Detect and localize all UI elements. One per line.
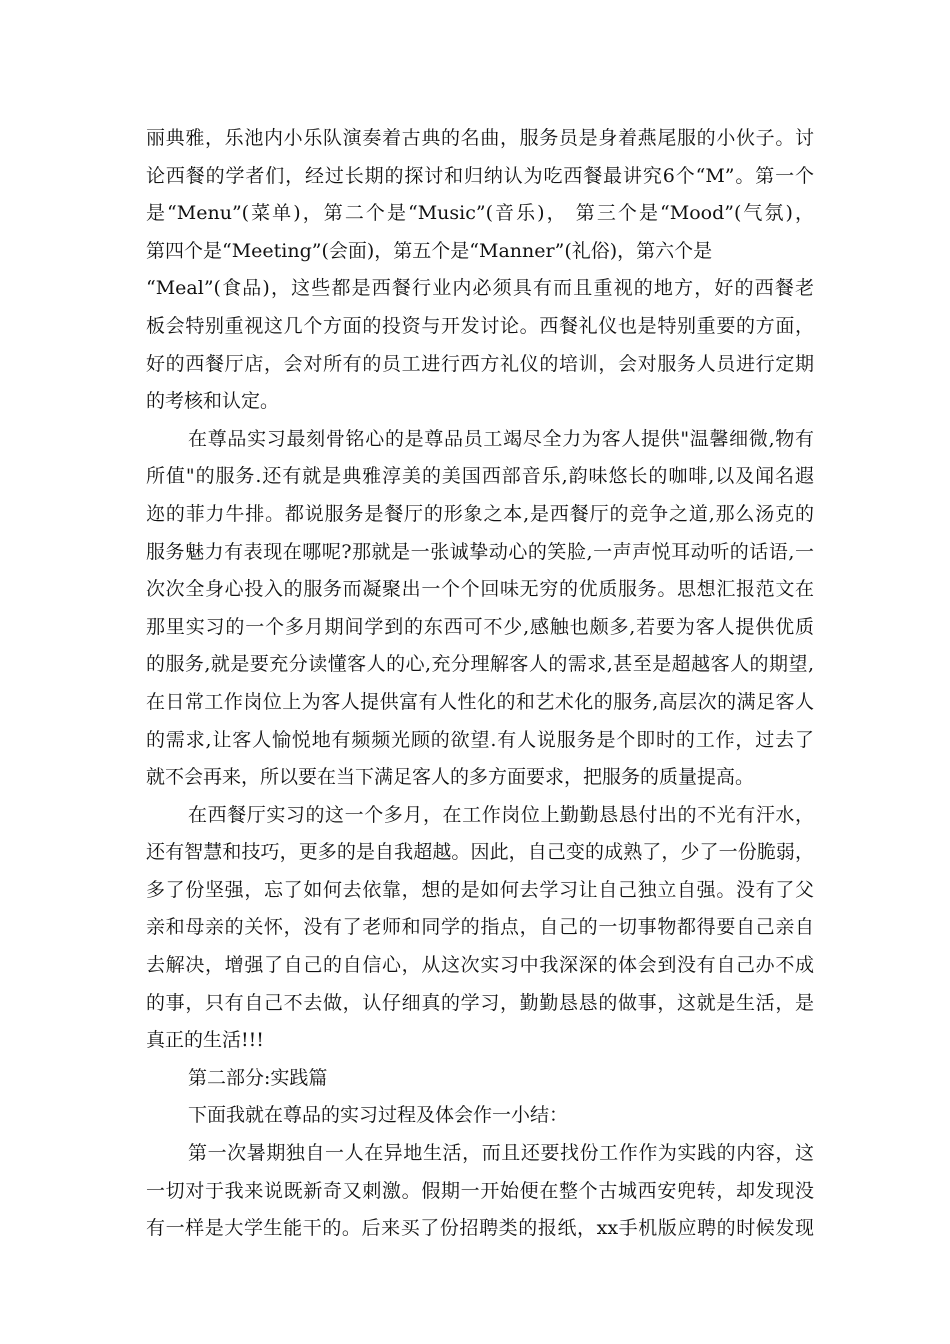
text-line: 亲和母亲的关怀，没有了老师和同学的指点，自己的一切事物都得要自己亲自 xyxy=(146,916,814,939)
text-line: 去解决，增强了自己的自信心，从这次实习中我深深的体会到没有自己办不成 xyxy=(146,954,814,977)
text-line: 的需求,让客人愉悦地有频频光顾的欲望.有人说服务是个即时的工作，过去了 xyxy=(146,728,814,751)
text-line: 那里实习的一个多月期间学到的东西可不少,感触也颇多,若要为客人提供优质 xyxy=(146,615,814,638)
text-line: 的事，只有自己不去做，认仔细真的学习，勤勤恳恳的做事，这就是生活，是 xyxy=(146,991,814,1014)
text-line: “Meal”(食品)，这些都是西餐行业内必须具有而且重视的地方，好的西餐老 xyxy=(146,277,814,300)
text-line: 有一样是大学生能干的。后来买了份招聘类的报纸，xx手机版应聘的时候发现 xyxy=(146,1217,814,1240)
text-line: 下面我就在尊品的实习过程及体会作一小结： xyxy=(188,1104,569,1127)
text-line: 好的西餐厅店，会对所有的员工进行西方礼仪的培训，会对服务人员进行定期 xyxy=(146,352,814,375)
body-text xyxy=(146,120,814,1248)
text-line: 板会特别重视这几个方面的投资与开发讨论。西餐礼仪也是特别重要的方面， xyxy=(146,314,814,337)
text-line: 迩的菲力牛排。都说服务是餐厅的形象之本,是西餐厅的竞争之道,那么汤克的 xyxy=(146,502,814,525)
text-line: 论西餐的学者们，经过长期的探讨和归纳认为吃西餐最讲究6个“M”。第一个 xyxy=(146,164,814,187)
text-line: 就不会再来，所以要在当下满足客人的多方面要求，把服务的质量提高。 xyxy=(146,766,755,789)
text-line: 的考核和认定。 xyxy=(146,390,280,413)
text-line: 服务魅力有表现在哪呢?那就是一张诚挚动心的笑脸,一声声悦耳动听的话语,一 xyxy=(146,540,814,563)
text-line: 在日常工作岗位上为客人提供富有人性化的和艺术化的服务,高层次的满足客人 xyxy=(146,690,814,713)
text-line: 还有智慧和技巧，更多的是自我超越。因此，自己变的成熟了，少了一份脆弱， xyxy=(146,841,814,864)
text-line: 一切对于我来说既新奇又刺激。假期一开始便在整个古城西安兜转，却发现没 xyxy=(146,1179,814,1202)
text-line: 所值"的服务.还有就是典雅淳美的美国西部音乐,韵味悠长的咖啡,以及闻名遐 xyxy=(146,465,814,488)
text-line: 丽典雅，乐池内小乐队演奏着古典的名曲，服务员是身着燕尾服的小伙子。讨 xyxy=(146,127,814,149)
text-line: 的服务,就是要充分读懂客人的心,充分理解客人的需求,甚至是超越客人的期望, xyxy=(146,653,814,676)
text-line: 多了份坚强，忘了如何去依靠，想的是如何去学习让自己独立自强。没有了父 xyxy=(146,878,814,901)
text-line: 在尊品实习最刻骨铭心的是尊品员工竭尽全力为客人提供"温馨细微,物有 xyxy=(188,427,814,450)
text-line: 第四个是“Meeting”(会面)，第五个是“Manner”(礼俗)，第六个是 xyxy=(146,239,713,262)
text-line: 在西餐厅实习的这一个多月，在工作岗位上勤勤恳恳付出的不光有汗水， xyxy=(188,803,814,826)
text-line: 第一次暑期独自一人在异地生活，而且还要找份工作作为实践的内容，这 xyxy=(188,1142,814,1165)
text-line: 次次全身心投入的服务而凝聚出一个个回味无穷的优质服务。思想汇报范文在 xyxy=(146,578,814,601)
text-line: 真正的生活!!! xyxy=(146,1029,264,1052)
text-line: 是“Menu”(菜单)，第二个是“Music”(音乐)， 第三个是“Mood”(气氛)， xyxy=(146,202,814,225)
text-line: 第二部分:实践篇 xyxy=(188,1066,328,1089)
